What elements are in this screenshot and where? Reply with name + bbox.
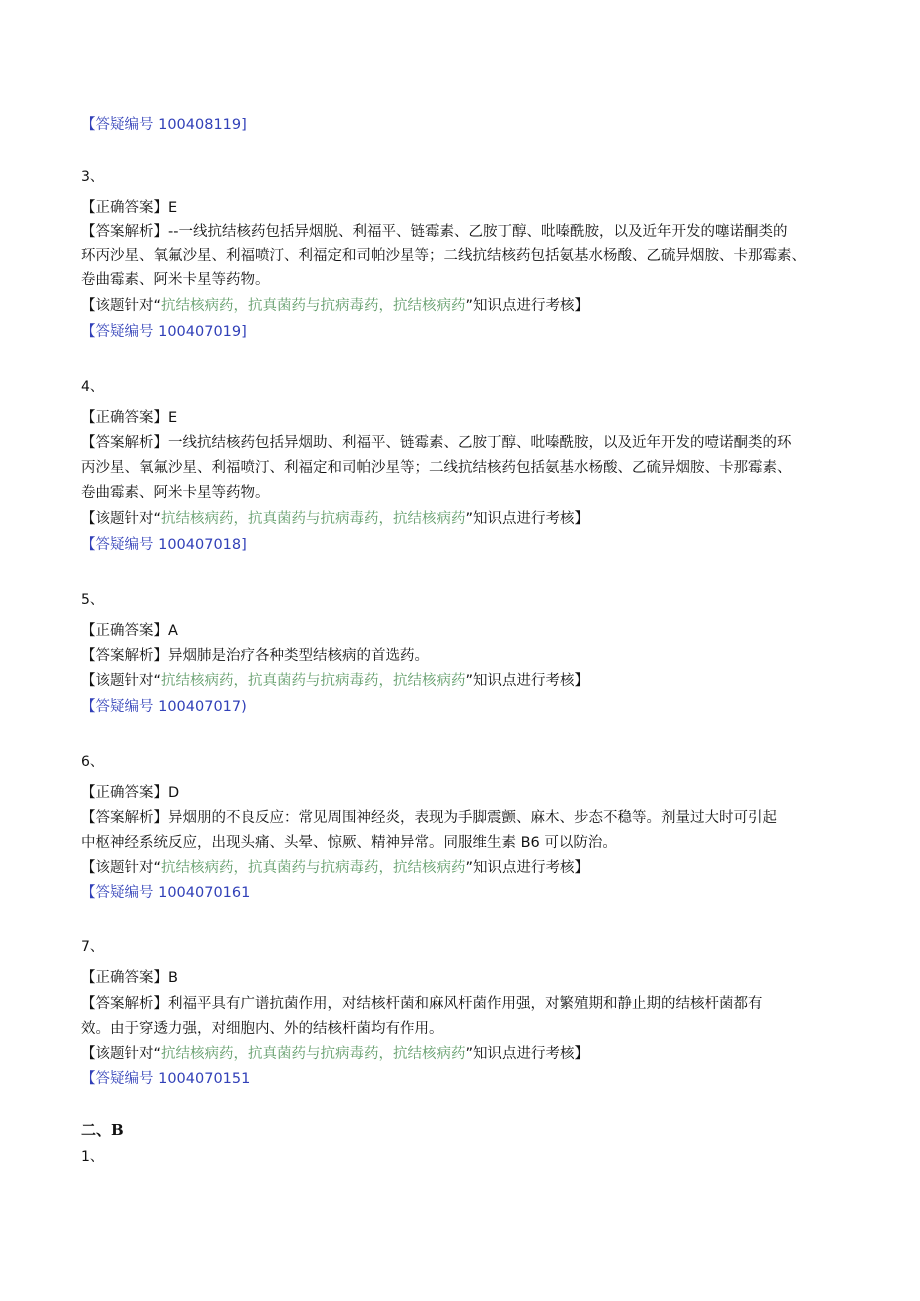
topic-line xyxy=(81,296,589,316)
topic-line xyxy=(81,858,589,878)
analysis-line: 效。由于穿透力强，对细胞内、外的结核杆菌均有作用。 xyxy=(81,1021,444,1037)
topic-line xyxy=(81,671,589,691)
topic-text: 抗结核病药，抗真菌药与抗病毒药，抗结核病药 xyxy=(161,673,466,689)
topic-text: 抗结核病药，抗真菌药与抗病毒药，抗结核病药 xyxy=(161,298,466,314)
analysis-line: 卷曲霉素、阿米卡星等药物。 xyxy=(81,272,270,288)
question-number: 6、 xyxy=(81,754,104,770)
topic-suffix: ”知识点进行考核】 xyxy=(465,673,590,689)
topic-text: 抗结核病药，抗真菌药与抗病毒药，抗结核病药 xyxy=(161,860,466,876)
topic-prefix: 【该题针对“ xyxy=(81,1046,162,1062)
question-number: 4、 xyxy=(81,379,104,395)
topic-suffix: ”知识点进行考核】 xyxy=(465,511,590,527)
analysis-line: 环丙沙星、氧氟沙星、利福喷汀、利福定和司帕沙星等；二线抗结核药包括氨基水杨酸、乙硫异烟胺、卡那霉素、 xyxy=(81,248,806,264)
question-number: 7、 xyxy=(81,939,104,955)
topic-suffix: ”知识点进行考核】 xyxy=(465,298,590,314)
analysis-line: 卷曲霉素、阿米卡星等药物。 xyxy=(81,485,270,501)
topic-prefix: 【该题针对“ xyxy=(81,860,162,876)
question-number: 5、 xyxy=(81,592,104,608)
analysis-line: 【答案解析】利福平具有广谱抗菌作用，对结核杆菌和麻风杆菌作用强，对繁殖期和静止期的结核杆菌都有 xyxy=(81,996,763,1012)
topic-text: 抗结核病药，抗真菌药与抗病毒药，抗结核病药 xyxy=(161,511,466,527)
correct-answer: 【正确答案】D xyxy=(81,785,180,801)
answer-id-label: 【答疑编号 100407018] xyxy=(81,537,247,553)
analysis-line: 丙沙星、氧氟沙星、利福喷汀、利福定和司帕沙星等；二线抗结核药包括氨基水杨酸、乙硫异烟胺、卡那霉素、 xyxy=(81,460,792,476)
answer-id-label: 【答疑编号 1004070161 xyxy=(81,885,251,901)
topic-suffix: ”知识点进行考核】 xyxy=(465,860,590,876)
topic-prefix: 【该题针对“ xyxy=(81,673,162,689)
topic-suffix: ”知识点进行考核】 xyxy=(465,1046,590,1062)
topic-line xyxy=(81,509,589,529)
answer-id-label: 【答疑编号 100407017) xyxy=(81,699,247,715)
analysis-line: 【答案解析】一线抗结核药包括异烟助、利福平、链霉素、乙胺丁醇、吡嗪酰胺，以及近年开发的噎诺酮类的环 xyxy=(81,435,792,451)
topic-line xyxy=(81,1044,589,1064)
correct-answer: 【正确答案】E xyxy=(81,200,178,216)
section-heading: 二、B xyxy=(81,1121,124,1139)
topic-prefix: 【该题针对“ xyxy=(81,298,162,314)
analysis-line: 【答案解析】异烟肺是治疗各种类型结核病的首选药。 xyxy=(81,648,429,664)
analysis-line: 【答案解析】--一线抗结核药包括异烟脱、利福平、链霉素、乙胺丁醇、吡嗪酰胺，以及近年开发的噻诺酮类的 xyxy=(81,224,788,240)
answer-id-label: 【答疑编号 1004070151 xyxy=(81,1071,251,1087)
analysis-line: 中枢神经系统反应，出现头痛、头晕、惊厥、精神异常。同服维生素 B6 可以防治。 xyxy=(81,835,617,851)
analysis-line: 【答案解析】异烟朋的不良反应：常见周围神经炎，表现为手脚震颤、麻木、步态不稳等。剂量过大时可引起 xyxy=(81,810,777,826)
answer-id-label: 【答疑编号 100408119] xyxy=(81,117,247,133)
topic-text: 抗结核病药，抗真菌药与抗病毒药，抗结核病药 xyxy=(161,1046,466,1062)
correct-answer: 【正确答案】B xyxy=(81,970,178,986)
correct-answer: 【正确答案】E xyxy=(81,410,178,426)
question-number: 1、 xyxy=(81,1149,104,1165)
correct-answer: 【正确答案】A xyxy=(81,623,178,639)
answer-id-label: 【答疑编号 100407019] xyxy=(81,324,247,340)
question-number: 3、 xyxy=(81,169,104,185)
topic-prefix: 【该题针对“ xyxy=(81,511,162,527)
